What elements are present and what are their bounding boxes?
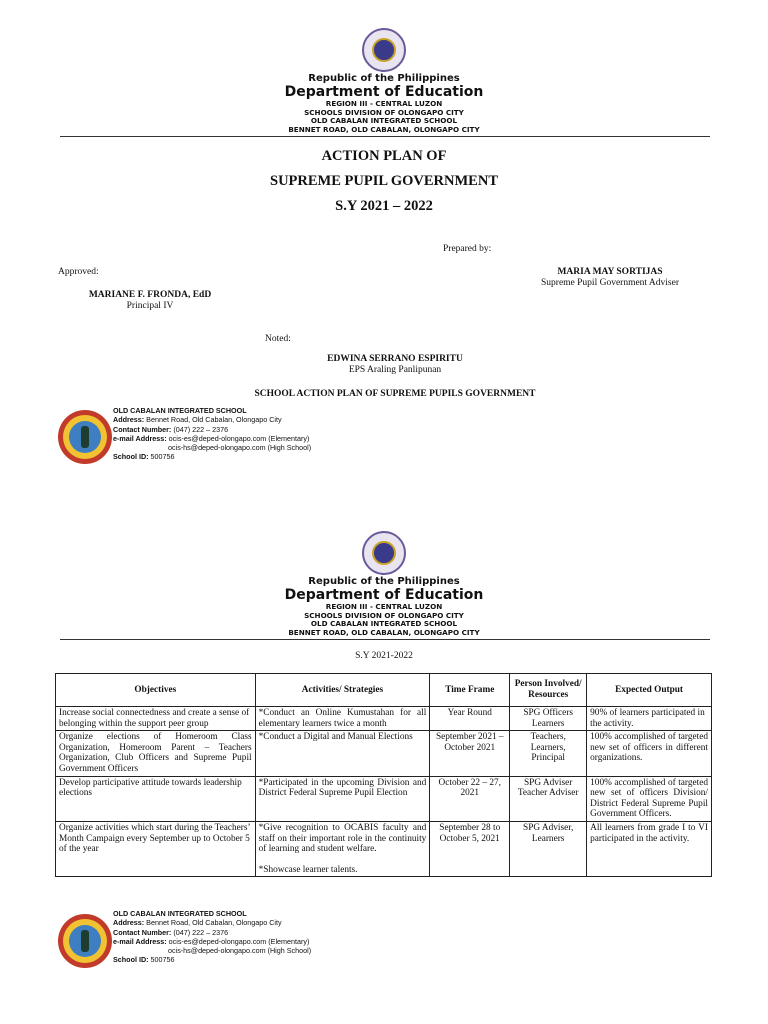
footer-email-label: e-mail Address: <box>113 433 167 443</box>
action-plan-table <box>55 673 712 877</box>
footer-id-label: School ID: <box>113 452 149 462</box>
header-divider <box>60 639 710 640</box>
header-time-frame: Time Frame <box>430 674 510 707</box>
footer-address: Bennet Road, Old Cabalan, Olongapo City <box>146 415 282 425</box>
table-row <box>56 731 712 776</box>
division-line: SCHOOLS DIVISION OF OLONGAPO CITY <box>304 107 464 117</box>
person-cell: Teachers, Learners, Principal <box>510 731 587 776</box>
school-footer <box>113 909 311 965</box>
school-logo-icon <box>58 410 112 464</box>
approver-title: Principal IV <box>126 301 174 311</box>
footer-address-label: Address: <box>113 415 145 425</box>
school-logo-icon <box>58 914 112 968</box>
footer-address: Bennet Road, Old Cabalan, Olongapo City <box>146 918 282 928</box>
region-line: REGION III - CENTRAL LUZON <box>325 602 443 611</box>
activity-cell: *Conduct a Digital and Manual Elections <box>255 731 430 776</box>
footer-email-highschool: ocis-hs@deped-olongapo.com (High School) <box>168 443 312 453</box>
footer-address-label: Address: <box>113 918 145 928</box>
prepared-by-label: Prepared by: <box>443 244 492 254</box>
footer-id-label: School ID: <box>113 955 149 965</box>
table-row <box>56 707 712 731</box>
table-row <box>56 821 712 876</box>
header-divider <box>60 136 710 137</box>
noter-name: EDWINA SERRANO ESPIRITU <box>327 354 463 364</box>
activity-text-secondary: *Showcase learner talents. <box>258 864 358 875</box>
letterhead-lines <box>0 603 768 637</box>
approved-label: Approved: <box>58 267 99 277</box>
activity-cell: *Conduct an Online Kumustahan for all elementary learners twice a month <box>255 707 430 731</box>
header-objectives: Objectives <box>56 674 256 707</box>
header-activities: Activities/ Strategies <box>255 674 430 707</box>
title-line-2: SUPREME PUPIL GOVERNMENT <box>270 173 498 189</box>
output-cell: All learners from grade I to VI participated in the activity. <box>587 821 712 876</box>
time-frame-cell: September 2021 – October 2021 <box>430 731 510 776</box>
approver-name: MARIANE F. FRONDA, EdD <box>88 290 212 300</box>
person-cell: SPG Officers Learners <box>510 707 587 731</box>
header-person-involved: Person Involved/ Resources <box>510 674 587 707</box>
footer-email-elementary: ocis-es@deped-olongapo.com (Elementary) <box>168 936 310 946</box>
preparer-title: Supreme Pupil Government Adviser <box>541 278 679 288</box>
footer-school-id: 500756 <box>150 452 175 462</box>
time-frame-cell: September 28 to October 5, 2021 <box>430 821 510 876</box>
person-cell: SPG Adviser, Learners <box>510 821 587 876</box>
objective-cell: Increase social connectedness and create a sense of belonging within the support peer group <box>56 707 256 731</box>
objective-cell: Develop participative attitude towards leadership elections <box>56 776 256 821</box>
objective-cell: Organize elections of Homeroom Class Organization, Homeroom Parent – Teachers Organization, Club Officers and Supreme Pupil Government Officers <box>56 731 256 776</box>
preparer-name: MARIA MAY SORTIJAS <box>557 267 663 277</box>
output-cell: 90% of learners participated in the activity. <box>587 707 712 731</box>
header-expected-output: Expected Output <box>587 674 712 707</box>
footer-school-id: 500756 <box>150 955 175 965</box>
title-line-1: ACTION PLAN OF <box>321 148 447 164</box>
activity-text: *Give recognition to OCABIS faculty and staff on their important role in the continuity of learning and student welfare. <box>258 822 427 855</box>
person-cell: SPG Adviser Teacher Adviser <box>510 776 587 821</box>
footer-contact: (047) 222 – 2376 <box>173 927 229 937</box>
school-line: OLD CABALAN INTEGRATED SCHOOL <box>310 619 458 629</box>
table-header-row <box>56 674 712 707</box>
table-row <box>56 776 712 821</box>
noted-label: Noted: <box>265 334 291 344</box>
time-frame-cell: Year Round <box>430 707 510 731</box>
activity-cell: *Participated in the upcoming Division and District Federal Supreme Pupil Election <box>255 776 430 821</box>
department-label: Department of Education <box>284 587 484 603</box>
output-cell: 100% accomplished of targeted new set of officers in different organizations. <box>587 731 712 776</box>
footer-contact-label: Contact Number: <box>113 927 172 937</box>
footer-contact-label: Contact Number: <box>113 424 172 434</box>
deped-seal-icon <box>362 531 406 575</box>
letterhead-lines <box>0 100 768 134</box>
footer-email-elementary: ocis-es@deped-olongapo.com (Elementary) <box>168 433 310 443</box>
footer-school-name: OLD CABALAN INTEGRATED SCHOOL <box>113 406 247 415</box>
department-label: Department of Education <box>284 84 484 100</box>
footer-email-label: e-mail Address: <box>113 936 167 946</box>
output-cell: 100% accomplished of targeted new set of officers Division/ District Federal Supreme Pupil Government Officers. <box>587 776 712 821</box>
activity-cell <box>255 821 430 876</box>
republic-label: Republic of the Philippines <box>308 576 460 587</box>
objective-cell: Organize activities which start during the Teachers’ Month Campaign every September up to October 5 of the year <box>56 821 256 876</box>
school-line: OLD CABALAN INTEGRATED SCHOOL <box>310 116 458 126</box>
deped-seal-icon <box>362 28 406 72</box>
address-line: BENNET ROAD, OLD CABALAN, OLONGAPO CITY <box>288 627 480 637</box>
region-line: REGION III - CENTRAL LUZON <box>325 99 443 108</box>
republic-label: Republic of the Philippines <box>308 73 460 84</box>
division-line: SCHOOLS DIVISION OF OLONGAPO CITY <box>304 610 464 620</box>
noter-title: EPS Araling Panlipunan <box>348 365 442 375</box>
plan-heading: SCHOOL ACTION PLAN OF SUPREME PUPILS GOVERNMENT <box>254 389 536 399</box>
footer-email-highschool: ocis-hs@deped-olongapo.com (High School) <box>168 946 312 956</box>
footer-school-name: OLD CABALAN INTEGRATED SCHOOL <box>113 909 247 918</box>
time-frame-cell: October 22 – 27, 2021 <box>430 776 510 821</box>
school-year-label: S.Y 2021-2022 <box>355 651 413 661</box>
footer-contact: (047) 222 – 2376 <box>173 424 229 434</box>
title-line-3: S.Y 2021 – 2022 <box>335 198 433 214</box>
address-line: BENNET ROAD, OLD CABALAN, OLONGAPO CITY <box>288 124 480 134</box>
school-footer <box>113 406 311 462</box>
